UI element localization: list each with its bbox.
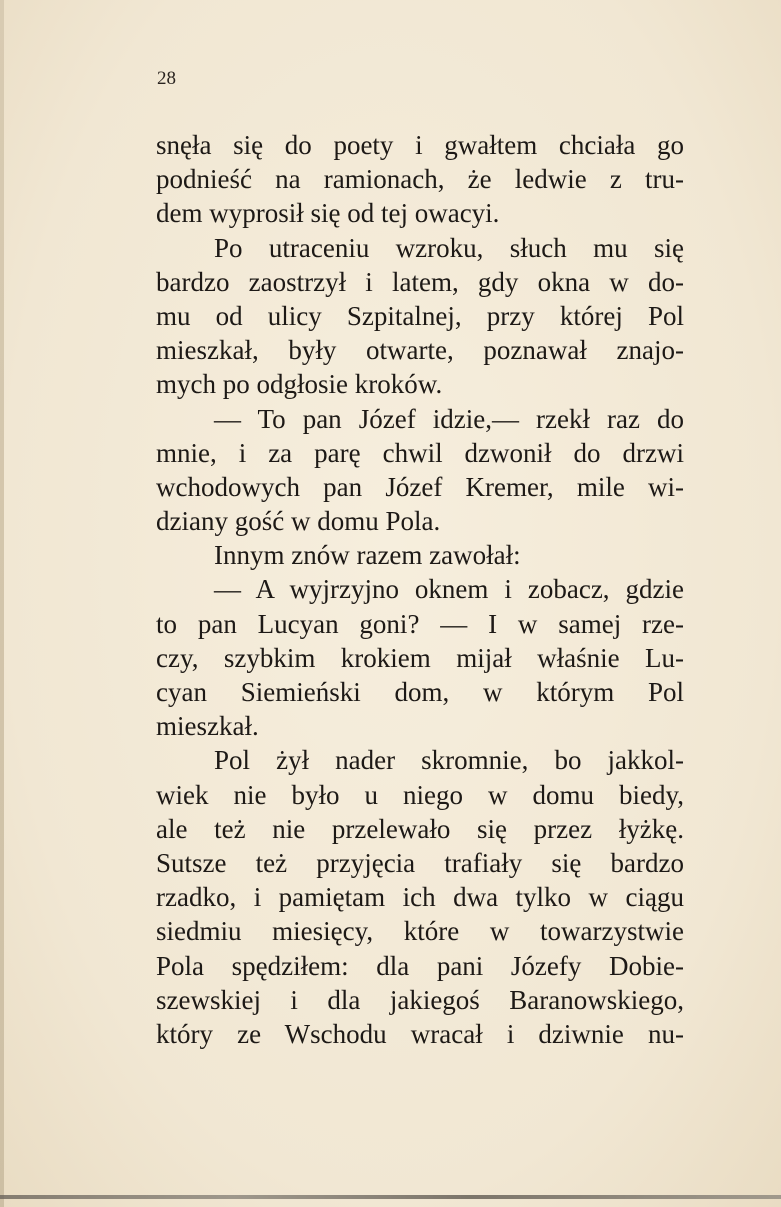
text-line: — A wyjrzyjno oknem i zobacz, gdzie [214, 574, 684, 605]
text-line: dem wyprosił się od tej owacyi. [156, 198, 500, 229]
text-line: — To pan Józef idzie,— rzekł raz do [214, 403, 684, 434]
page-text-block [156, 128, 684, 1051]
text-line: czy, szybkim krokiem mijał właśnie Lu- [156, 642, 684, 673]
text-line: Pola spędziłem: dla pani Józefy Dobie- [156, 950, 684, 981]
text-line: szewskiej i dla jakiegoś Baranowskiego, [156, 984, 684, 1015]
text-line: wchodowych pan Józef Kremer, mile wi- [156, 471, 684, 502]
text-line: mu od ulicy Szpitalnej, przy której Pol [156, 300, 684, 331]
text-line: podnieść na ramionach, że ledwie z tru- [156, 164, 684, 195]
text-line: Innym znów razem zawołał: [214, 540, 521, 571]
page-left-edge [0, 0, 4, 1207]
text-line: mieszkał. [156, 711, 259, 742]
text-line: mych po odgłosie kroków. [156, 369, 443, 400]
text-line: Po utraceniu wzroku, słuch mu się [214, 232, 684, 263]
text-line: bardzo zaostrzył i latem, gdy okna w do- [156, 266, 684, 297]
text-line: mieszkał, były otwarte, poznawał znajo- [156, 335, 684, 366]
page-bottom-edge [0, 1195, 781, 1199]
text-line: który ze Wschodu wracał i dziwnie nu- [156, 1018, 684, 1049]
text-line: mnie, i za parę chwil dzwonił do drzwi [156, 437, 684, 468]
text-line: Pol żył nader skromnie, bo jakkol- [214, 745, 684, 776]
text-line: cyan Siemieński dom, w którym Pol [156, 677, 684, 707]
page-number: 28 [157, 68, 176, 89]
text-line: snęła się do poety i gwałtem chciała go [156, 130, 684, 160]
text-line: rzadko, i pamiętam ich dwa tylko w ciągu [156, 882, 684, 913]
text-line: ale też nie przelewało się przez łyżkę. [156, 813, 684, 844]
text-line: dziany gość w domu Pola. [156, 506, 441, 537]
text-line: Sutsze też przyjęcia trafiały się bardzo [156, 847, 684, 878]
text-line: wiek nie było u niego w domu biedy, [156, 779, 684, 810]
text-line: siedmiu miesięcy, które w towarzystwie [156, 916, 684, 947]
text-line: to pan Lucyan goni? — I w samej rze- [156, 608, 684, 639]
